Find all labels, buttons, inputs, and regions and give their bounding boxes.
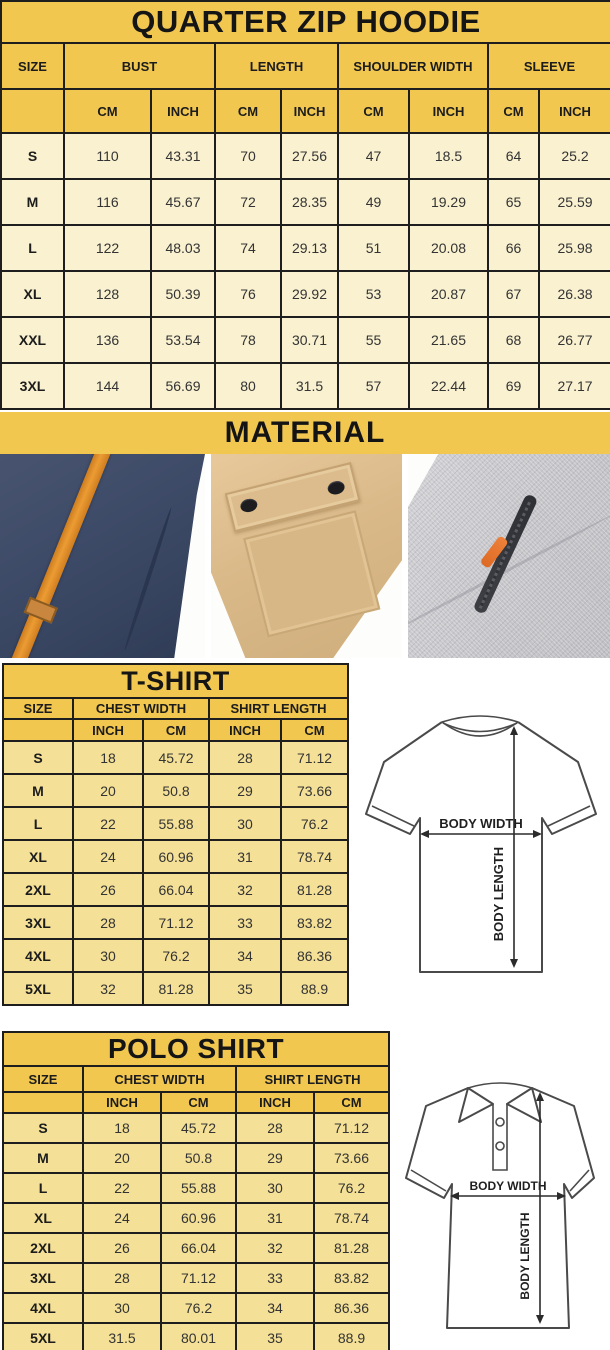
value-cell: 22.44	[409, 363, 488, 409]
size-cell: S	[1, 133, 64, 179]
size-cell: L	[3, 807, 73, 840]
value-cell: 28	[83, 1263, 161, 1293]
value-cell: 83.82	[314, 1263, 389, 1293]
value-cell: 83.82	[281, 906, 348, 939]
chest-width-group-header: CHEST WIDTH	[83, 1066, 236, 1092]
value-cell: 76	[215, 271, 281, 317]
value-cell: 73.66	[314, 1143, 389, 1173]
unit-header: CM	[281, 719, 348, 741]
size-cell: L	[1, 225, 64, 271]
hoodie-title: QUARTER ZIP HOODIE	[1, 1, 610, 43]
collar-top-band	[468, 1083, 532, 1088]
value-cell: 71.12	[281, 741, 348, 774]
value-cell: 27.17	[539, 363, 610, 409]
material-photo-khaki-pocket	[211, 454, 402, 658]
value-cell: 144	[64, 363, 151, 409]
snap-button-icon	[326, 479, 346, 496]
table-row	[3, 1323, 389, 1350]
shirt-length-group-header: SHIRT LENGTH	[236, 1066, 389, 1092]
value-cell: 26	[73, 873, 143, 906]
unit-header: INCH	[409, 89, 488, 133]
polo-title: POLO SHIRT	[3, 1032, 389, 1066]
value-cell: 66.04	[143, 873, 209, 906]
table-row	[3, 1263, 389, 1293]
value-cell: 70	[215, 133, 281, 179]
value-cell: 35	[236, 1323, 314, 1350]
size-cell: 3XL	[3, 906, 73, 939]
value-cell: 18.5	[409, 133, 488, 179]
value-cell: 66	[488, 225, 539, 271]
table-row	[3, 1143, 389, 1173]
value-cell: 30.71	[281, 317, 338, 363]
empty-corner-cell	[3, 719, 73, 741]
body-width-label: BODY WIDTH	[439, 816, 523, 831]
value-cell: 49	[338, 179, 409, 225]
value-cell: 29.92	[281, 271, 338, 317]
value-cell: 86.36	[281, 939, 348, 972]
table-row	[3, 1203, 389, 1233]
value-cell: 24	[73, 840, 143, 873]
value-cell: 50.8	[143, 774, 209, 807]
value-cell: 65	[488, 179, 539, 225]
value-cell: 25.2	[539, 133, 610, 179]
table-row	[3, 840, 348, 873]
value-cell: 31.5	[83, 1323, 161, 1350]
value-cell: 71.12	[314, 1113, 389, 1143]
value-cell: 78	[215, 317, 281, 363]
value-cell: 26	[83, 1233, 161, 1263]
unit-header: INCH	[83, 1092, 161, 1113]
value-cell: 110	[64, 133, 151, 179]
value-cell: 22	[83, 1173, 161, 1203]
value-cell: 88.9	[281, 972, 348, 1005]
unit-header: CM	[143, 719, 209, 741]
value-cell: 56.69	[151, 363, 215, 409]
value-cell: 81.28	[143, 972, 209, 1005]
value-cell: 34	[236, 1293, 314, 1323]
value-cell: 26.77	[539, 317, 610, 363]
value-cell: 32	[209, 873, 281, 906]
size-cell: 4XL	[3, 939, 73, 972]
tshirt-size-table	[2, 663, 349, 1006]
tshirt-outline	[366, 722, 596, 972]
table-row	[1, 225, 610, 271]
value-cell: 74	[215, 225, 281, 271]
value-cell: 81.28	[281, 873, 348, 906]
value-cell: 78.74	[281, 840, 348, 873]
unit-header: CM	[64, 89, 151, 133]
size-column-header: SIZE	[3, 698, 73, 719]
value-cell: 55	[338, 317, 409, 363]
value-cell: 76.2	[143, 939, 209, 972]
table-row	[1, 133, 610, 179]
value-cell: 55.88	[143, 807, 209, 840]
value-cell: 28	[209, 741, 281, 774]
value-cell: 73.66	[281, 774, 348, 807]
table-row	[3, 807, 348, 840]
unit-header: CM	[314, 1092, 389, 1113]
value-cell: 30	[209, 807, 281, 840]
value-cell: 45.72	[161, 1113, 236, 1143]
empty-corner-cell	[3, 1092, 83, 1113]
value-cell: 25.98	[539, 225, 610, 271]
value-cell: 31	[209, 840, 281, 873]
value-cell: 66.04	[161, 1233, 236, 1263]
size-cell: M	[1, 179, 64, 225]
value-cell: 29	[209, 774, 281, 807]
unit-header: CM	[338, 89, 409, 133]
value-cell: 50.39	[151, 271, 215, 317]
table-row	[3, 1293, 389, 1323]
value-cell: 30	[236, 1173, 314, 1203]
value-cell: 88.9	[314, 1323, 389, 1350]
table-row	[3, 873, 348, 906]
table-row	[3, 1173, 389, 1203]
value-cell: 53	[338, 271, 409, 317]
value-cell: 45.67	[151, 179, 215, 225]
table-row	[3, 972, 348, 1005]
size-column-header: SIZE	[1, 43, 64, 89]
value-cell: 57	[338, 363, 409, 409]
value-cell: 55.88	[161, 1173, 236, 1203]
material-section-title: MATERIAL	[0, 412, 610, 454]
value-cell: 28	[73, 906, 143, 939]
value-cell: 116	[64, 179, 151, 225]
value-cell: 47	[338, 133, 409, 179]
value-cell: 26.38	[539, 271, 610, 317]
size-cell: XXL	[1, 317, 64, 363]
value-cell: 67	[488, 271, 539, 317]
value-cell: 78.74	[314, 1203, 389, 1233]
table-row	[1, 317, 610, 363]
unit-header: INCH	[281, 89, 338, 133]
value-cell: 71.12	[161, 1263, 236, 1293]
empty-corner-cell	[1, 89, 64, 133]
value-cell: 20.87	[409, 271, 488, 317]
table-row	[3, 774, 348, 807]
table-row	[3, 741, 348, 774]
value-cell: 35	[209, 972, 281, 1005]
table-row	[1, 363, 610, 409]
size-cell: M	[3, 1143, 83, 1173]
value-cell: 53.54	[151, 317, 215, 363]
collar-back-arc	[442, 716, 518, 722]
unit-header: INCH	[539, 89, 610, 133]
shoulder-width-group-header: SHOULDER WIDTH	[338, 43, 488, 89]
value-cell: 68	[488, 317, 539, 363]
value-cell: 71.12	[143, 906, 209, 939]
hoodie-size-table	[0, 0, 610, 410]
value-cell: 18	[73, 741, 143, 774]
unit-header: INCH	[151, 89, 215, 133]
value-cell: 19.29	[409, 179, 488, 225]
unit-header: CM	[215, 89, 281, 133]
body-length-label: BODY LENGTH	[491, 846, 506, 942]
value-cell: 45.72	[143, 741, 209, 774]
value-cell: 30	[83, 1293, 161, 1323]
polo-size-table	[2, 1031, 390, 1350]
value-cell: 51	[338, 225, 409, 271]
size-cell: 3XL	[3, 1263, 83, 1293]
polo-outline	[406, 1088, 594, 1328]
value-cell: 22	[73, 807, 143, 840]
value-cell: 128	[64, 271, 151, 317]
value-cell: 43.31	[151, 133, 215, 179]
value-cell: 86.36	[314, 1293, 389, 1323]
sleeve-group-header: SLEEVE	[488, 43, 610, 89]
value-cell: 80.01	[161, 1323, 236, 1350]
unit-header: INCH	[209, 719, 281, 741]
size-cell: M	[3, 774, 73, 807]
size-cell: 5XL	[3, 1323, 83, 1350]
size-column-header: SIZE	[3, 1066, 83, 1092]
polo-measurement-diagram	[390, 1058, 610, 1346]
table-row	[1, 271, 610, 317]
value-cell: 28.35	[281, 179, 338, 225]
size-cell: 3XL	[1, 363, 64, 409]
length-group-header: LENGTH	[215, 43, 338, 89]
material-photo-navy-drawstring	[0, 454, 205, 658]
table-row	[3, 1113, 389, 1143]
size-cell: S	[3, 1113, 83, 1143]
value-cell: 33	[236, 1263, 314, 1293]
value-cell: 48.03	[151, 225, 215, 271]
value-cell: 76.2	[314, 1173, 389, 1203]
table-row	[3, 1233, 389, 1263]
value-cell: 18	[83, 1113, 161, 1143]
value-cell: 29.13	[281, 225, 338, 271]
value-cell: 60.96	[161, 1203, 236, 1233]
value-cell: 21.65	[409, 317, 488, 363]
value-cell: 24	[83, 1203, 161, 1233]
tshirt-measurement-diagram	[352, 682, 610, 1012]
value-cell: 34	[209, 939, 281, 972]
shirt-length-group-header: SHIRT LENGTH	[209, 698, 348, 719]
value-cell: 81.28	[314, 1233, 389, 1263]
size-cell: XL	[3, 1203, 83, 1233]
body-width-label: BODY WIDTH	[469, 1179, 547, 1193]
unit-header: CM	[161, 1092, 236, 1113]
chest-width-group-header: CHEST WIDTH	[73, 698, 209, 719]
size-cell: XL	[3, 840, 73, 873]
value-cell: 31	[236, 1203, 314, 1233]
value-cell: 33	[209, 906, 281, 939]
unit-header: INCH	[73, 719, 143, 741]
value-cell: 20.08	[409, 225, 488, 271]
value-cell: 25.59	[539, 179, 610, 225]
snap-button-icon	[239, 497, 259, 514]
value-cell: 76.2	[161, 1293, 236, 1323]
unit-header: CM	[488, 89, 539, 133]
value-cell: 27.56	[281, 133, 338, 179]
value-cell: 20	[83, 1143, 161, 1173]
value-cell: 60.96	[143, 840, 209, 873]
value-cell: 32	[236, 1233, 314, 1263]
size-cell: XL	[1, 271, 64, 317]
value-cell: 29	[236, 1143, 314, 1173]
value-cell: 76.2	[281, 807, 348, 840]
value-cell: 30	[73, 939, 143, 972]
unit-header: INCH	[236, 1092, 314, 1113]
size-cell: 2XL	[3, 873, 73, 906]
size-cell: 2XL	[3, 1233, 83, 1263]
value-cell: 32	[73, 972, 143, 1005]
table-row	[3, 939, 348, 972]
size-cell: 4XL	[3, 1293, 83, 1323]
value-cell: 69	[488, 363, 539, 409]
size-cell: S	[3, 741, 73, 774]
size-cell: 5XL	[3, 972, 73, 1005]
table-row	[3, 906, 348, 939]
value-cell: 80	[215, 363, 281, 409]
size-cell: L	[3, 1173, 83, 1203]
value-cell: 28	[236, 1113, 314, 1143]
value-cell: 136	[64, 317, 151, 363]
value-cell: 122	[64, 225, 151, 271]
value-cell: 72	[215, 179, 281, 225]
table-row	[1, 179, 610, 225]
tshirt-title: T-SHIRT	[3, 664, 348, 698]
material-photo-gray-zipper	[408, 454, 610, 658]
material-photos	[0, 454, 610, 658]
value-cell: 31.5	[281, 363, 338, 409]
body-length-label: BODY LENGTH	[518, 1212, 532, 1300]
value-cell: 50.8	[161, 1143, 236, 1173]
bust-group-header: BUST	[64, 43, 215, 89]
value-cell: 20	[73, 774, 143, 807]
value-cell: 64	[488, 133, 539, 179]
